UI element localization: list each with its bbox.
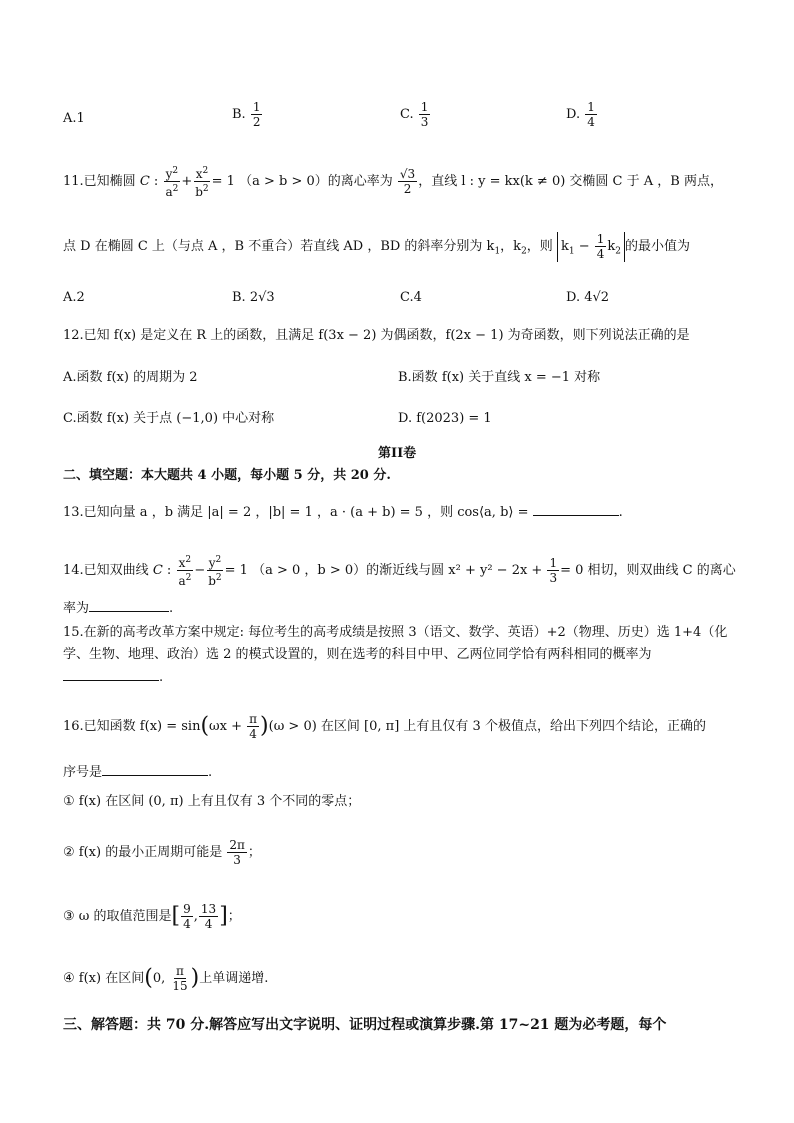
q11-option-b: B. 2√3	[232, 290, 275, 305]
q10-option-b: B. $\frac{1}{2}$	[232, 100, 261, 129]
q13-answer-blank[interactable]	[533, 501, 619, 516]
q11-line2: 点 D 在椭圆 C 上（与点 A ，B 不重合）若直线 AD ，BD 的斜率分别为 $k_1$，$k_2$，则 $k_1$ − $\frac{1}{4}$ $k_2$ 的最小值为	[63, 232, 691, 261]
q14-line2: 率为 .	[63, 597, 173, 619]
q11-option-d: D. 4√2	[566, 290, 610, 305]
q10-option-a: A.1	[63, 111, 85, 126]
q16-conclusion-4: ④ f(x) 在区间(0, $\frac{\pi}{15}$ )上单调递增.	[63, 964, 269, 993]
q14-line1: 14.已知双曲线 C : $\frac{x^2}{a^2}$ − $\frac{y^2}{b^2}$ = 1 （a > 0 ，b > 0）的渐近线与圆 x² + y² − 2x + $\frac{1}{3}$ = 0 相切，则双曲线 C 的离心	[63, 555, 736, 588]
q11-option-a: A.2	[63, 290, 85, 305]
q16-line1: 16.已知函数 f(x) = sin(ωx + $\frac{\pi}{4}$ )(ω > 0) 在区间 [0, π] 上有且仅有 3 个极值点，给出下列四个结论，正确的	[63, 712, 706, 741]
q16-answer-blank[interactable]	[102, 761, 208, 776]
q12-option-c: C.函数 f(x) 关于点 (−1,0) 中心对称	[63, 411, 275, 426]
q16-conclusion-2: ② f(x) 的最小正周期可能是 $\frac{2\pi}{3}$ ；	[63, 838, 261, 867]
q12-option-d: D. f(2023) = 1	[398, 411, 492, 426]
section2-heading: 二、填空题：本大题共 4 小题，每小题 5 分，共 20 分.	[63, 468, 391, 483]
section2-title: 第II卷	[378, 446, 417, 461]
q13-line: 13.已知向量 a ，b 满足 |a| = 2 ，|b| = 1 ，a · (a + b) = 5 ，则 cos⟨a, b⟩ = .	[63, 501, 623, 523]
q12-option-a: A.函数 f(x) 的周期为 2	[63, 370, 198, 385]
q14-answer-blank[interactable]	[89, 597, 169, 612]
q12-option-b: B.函数 f(x) 关于直线 x = −1 对称	[398, 370, 601, 385]
q15-answer-blank[interactable]	[63, 666, 159, 681]
q10-option-c: C. $\frac{1}{3}$	[400, 100, 429, 129]
q16-conclusion-3: ③ ω 的取值范围是[ $\frac{9}{4}$ , $\frac{13}{4}$ ]；	[63, 902, 241, 931]
q16-line2: 序号是 .	[63, 761, 212, 783]
q11-option-c: C.4	[400, 290, 422, 305]
q11-line1: 11.已知椭圆 C : $\frac{y^2}{a^2}$ + $\frac{x^2}{b^2}$ = 1 （a > b > 0）的离心率为 $\frac{√3}{2}$ ，直线 l : y = kx(k ≠ 0) 交椭圆 C 于 A ，B 两点，	[63, 166, 723, 199]
section3-heading: 三、解答题：共 70 分.解答应写出文字说明、证明过程或演算步骤.第 17~21 题为必考题，每个	[63, 1017, 667, 1033]
q10-option-d: D. $\frac{1}{4}$	[566, 100, 595, 129]
q12-stem: 12.已知 f(x) 是定义在 R 上的函数，且满足 f(3x − 2) 为偶函数，f(2x − 1) 为奇函数，则下列说法正确的是	[63, 328, 690, 343]
q15-text: 15.在新的高考改革方案中规定: 每位考生的高考成绩是按照 3（语文、数学、英语）+2（物理、历史）选 1+4（化学、生物、地理、政治）选 2 的模式设置的，则在选考的科目中甲、乙两位同学恰有两科相同的概率为 .	[63, 625, 728, 685]
q16-conclusion-1: ① f(x) 在区间 (0, π) 上有且仅有 3 个不同的零点；	[63, 794, 361, 809]
